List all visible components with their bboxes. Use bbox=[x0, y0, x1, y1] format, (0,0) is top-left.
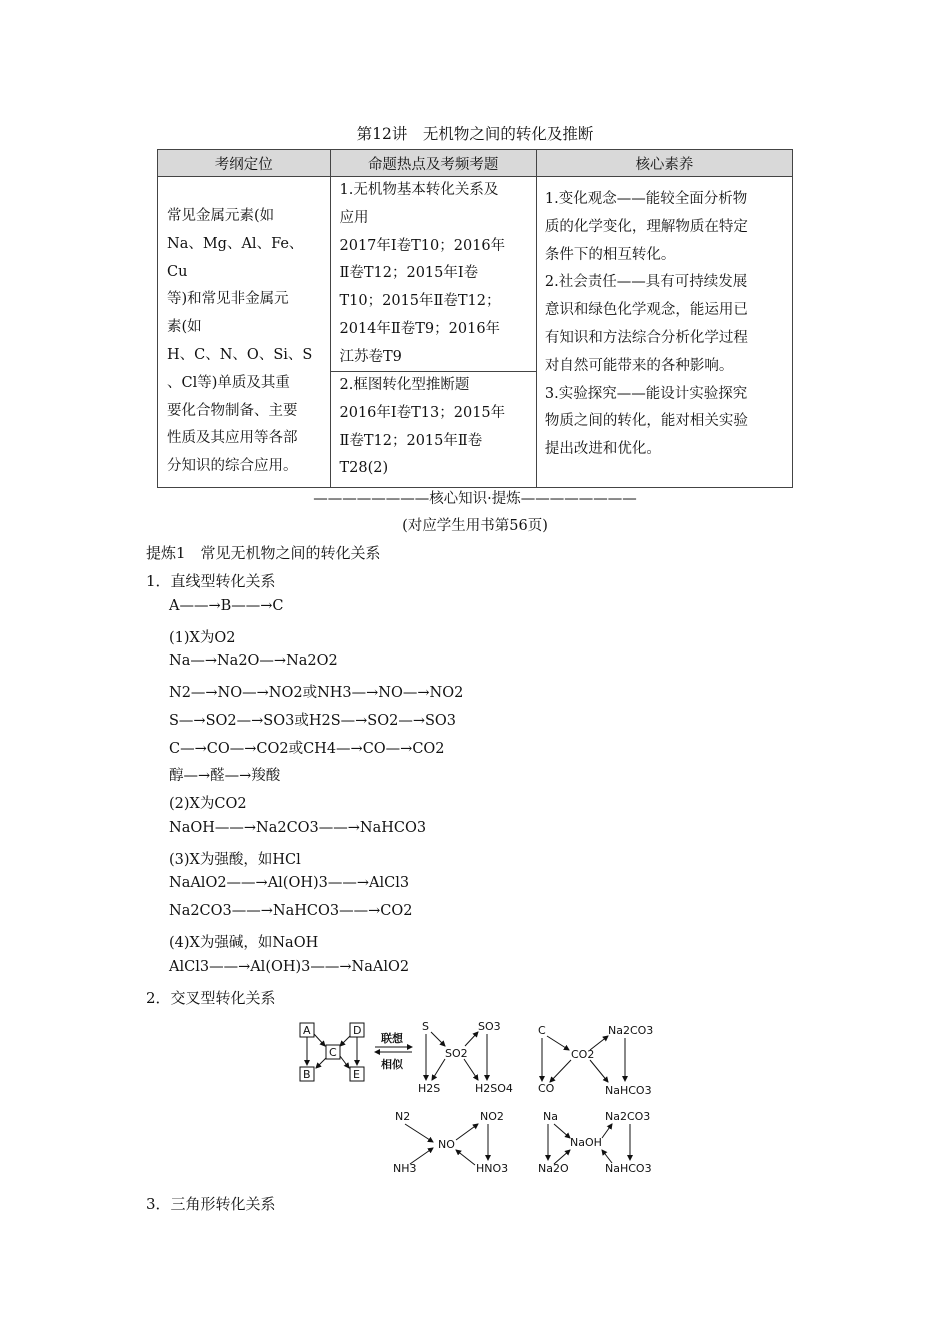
node-na2o: Na2O bbox=[538, 1162, 569, 1175]
subsection-heading: 提炼1 常见无机物之间的转化关系 bbox=[146, 544, 381, 562]
header-syllabus: 考纲定位 bbox=[158, 150, 331, 177]
section-banner: ————————核心知识·提炼———————— bbox=[313, 491, 637, 507]
header-core-literacy: 核心素养 bbox=[536, 150, 792, 177]
node-na: Na bbox=[543, 1110, 558, 1123]
chain-naalo2: NaAlO2——→Al(OH)3——→AlCl3 bbox=[169, 875, 410, 891]
node-h2s: H2S bbox=[418, 1082, 441, 1095]
chain-alcohol: 醇—→醛—→羧酸 bbox=[169, 768, 281, 784]
chain-general: A——→B——→C bbox=[169, 598, 284, 614]
node-e: E bbox=[353, 1068, 360, 1081]
node-co: CO bbox=[538, 1082, 555, 1095]
case-x-co2: (2)X为CO2 bbox=[169, 796, 247, 812]
node-b: B bbox=[303, 1068, 311, 1081]
case-x-base: (4)X为强碱，如NaOH bbox=[169, 935, 319, 951]
connect-top: 联想 bbox=[381, 1032, 403, 1045]
case-x-acid: (3)X为强酸，如HCl bbox=[169, 852, 301, 868]
core-literacy-cell: 1.变化观念——能较全面分析物 质的化学变化，理解物质在特定 条件下的相互转化。 2.社会责任——具有可持续发展 意识和绿色化学观念，能运用已 有知识和方法综合分析化学过程 对自然可能带来的各种影响。 3.实验探究——能设计实验探究 物质之间的转化，能对相关实验 提出改进和优化。 bbox=[544, 191, 748, 458]
page-reference: (对应学生用书第56页) bbox=[402, 518, 548, 534]
item1-heading: 1．直线型转化关系 bbox=[146, 572, 276, 590]
node-d: D bbox=[353, 1024, 362, 1037]
chain-alcl3: AlCl3——→Al(OH)3——→NaAlO2 bbox=[169, 959, 410, 975]
chain-s: S—→SO2—→SO3或H2S—→SO2—→SO3 bbox=[169, 713, 457, 729]
item2-heading: 2．交叉型转化关系 bbox=[146, 989, 276, 1007]
node-na2co3-b: Na2CO3 bbox=[605, 1110, 651, 1123]
chain-n: N2—→NO—→NO2或NH3—→NO—→NO2 bbox=[169, 685, 464, 701]
node-h2so4: H2SO4 bbox=[475, 1082, 513, 1095]
node-no2: NO2 bbox=[480, 1110, 504, 1123]
case-x-o2: (1)X为O2 bbox=[169, 630, 236, 646]
node-nahco3: NaHCO3 bbox=[605, 1084, 652, 1097]
header-hot-topics: 命题热点及考频考题 bbox=[330, 150, 536, 177]
node-co2: CO2 bbox=[571, 1048, 595, 1061]
node-c: C bbox=[329, 1046, 337, 1059]
cross-diagrams bbox=[290, 1012, 670, 1182]
item3-heading: 3．三角形转化关系 bbox=[146, 1195, 276, 1213]
syllabus-cell: 常见金属元素(如 Na、Mg、Al、Fe、Cu 等)和常见非金属元 素(如 H、C、N、O、Si、S 、Cl等)单质及其重 要化合物制备、主要 性质及其应用等各部 分知识的综合应用。 bbox=[167, 208, 313, 475]
node-s: S bbox=[422, 1020, 429, 1033]
node-no: NO bbox=[438, 1138, 455, 1151]
node-nahco3-b: NaHCO3 bbox=[605, 1162, 652, 1175]
hot-topic-2: 2.框图转化型推断题 2016年Ⅰ卷T13；2015年 Ⅱ卷T12；2015年Ⅱ卷 T28(2) bbox=[339, 377, 506, 477]
chain-na2co3: Na2CO3——→NaHCO3——→CO2 bbox=[169, 903, 413, 919]
node-so3: SO3 bbox=[478, 1020, 501, 1033]
node-c-elem: C bbox=[538, 1024, 546, 1037]
node-n2: N2 bbox=[395, 1110, 411, 1123]
node-nh3: NH3 bbox=[393, 1162, 417, 1175]
node-a: A bbox=[303, 1024, 311, 1037]
syllabus-table bbox=[157, 149, 793, 488]
node-hno3: HNO3 bbox=[476, 1162, 509, 1175]
hot-topic-1: 1.无机物基本转化关系及 应用 2017年Ⅰ卷T10；2016年 Ⅱ卷T12；2015年Ⅰ卷 T10；2015年Ⅱ卷T12； 2014年Ⅱ卷T9；2016年 江苏卷T9 bbox=[331, 177, 536, 372]
node-naoh: NaOH bbox=[570, 1136, 602, 1149]
connect-bottom: 相似 bbox=[381, 1058, 403, 1071]
node-na2co3: Na2CO3 bbox=[608, 1024, 654, 1037]
chain-naoh: NaOH——→Na2CO3——→NaHCO3 bbox=[169, 820, 427, 836]
chain-c: C—→CO—→CO2或CH4—→CO—→CO2 bbox=[169, 741, 445, 757]
node-so2: SO2 bbox=[445, 1047, 468, 1060]
page-title: 第12讲 无机物之间的转化及推断 bbox=[356, 125, 594, 143]
chain-na: Na—→Na2O—→Na2O2 bbox=[169, 653, 338, 669]
